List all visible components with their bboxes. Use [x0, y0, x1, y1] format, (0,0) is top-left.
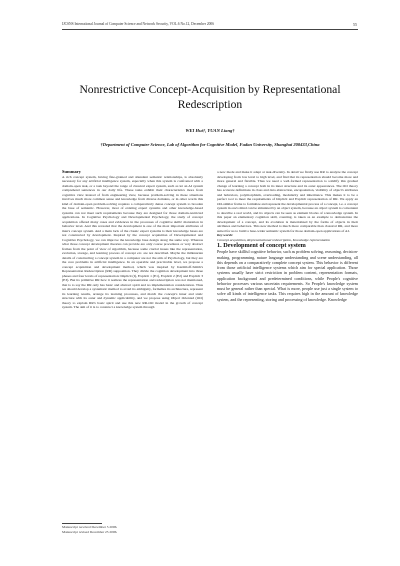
authors: WEI Hui†, YUAN Liang† — [185, 128, 235, 133]
footnote-received: Manuscript received December 5 2006. — [62, 525, 118, 529]
footnote-revised: Manuscript revised December 25 2006. — [62, 530, 118, 534]
affiliation: †Department of Computer Science, Lab of Algorithm for Cognitive Model, Fudan University, Shanghai 200433,China — [100, 142, 320, 147]
summary-text-part2: a new mode and make it adept at task-diversity. In detail we firstly use RR to analyze the concept developing from low level to high level, and find that its representation should become more and more general and flexible. Thus we need a well-formed representation to solidify this gradual change of learning a concept both in its inner structure and its outer appearances. The OO theory has accurate definitions in class and data abstraction, encapsulation, visibility of object's attributes and behaviors, polymorphism, overloading, modularity and inheritance. This makes it to be a perfect tool to meet the requirements of Implicit and Explicit representation of RR. We apply an OO-similar frame to formalize and represent the developmental process of a concept, i.e. a concept system in one's mind can be simulated by an object system, because an object system is convenient to describe a real world, and its objects can be seen as element blocks of a knowledge system. In this paper an elementary cognition skill, counting, is taken as an example to demonstrate the development of a concept, and its evolution is materialized by the forms of objects in their attributes and behaviors. This new method is much more comparable than classical RR, and more suited for us to build a base-wider semantic system for those domain-open applications of AI. — [217, 170, 358, 233]
header-rule — [62, 29, 358, 30]
summary-heading: Summary — [62, 169, 81, 174]
section-heading: 1. Development of concept system — [217, 242, 306, 250]
paper-title: Nonrestrictive Concept-Acquisition by Representational Redescription — [79, 83, 341, 111]
journal-header: IJCSNS International Journal of Computer Science and Network Security, VOL.6 No.12, December 2006 — [62, 22, 215, 26]
section-text: People have skillful cognitive behavior, such as problem solving, reasoning, decision-making, programming, nature language understanding and scene understanding, all this depends on a comparatively complete concept system. This behavior is different from those artificial intelligence systems which aim for special application. Those systems usually have strict restriction in problem content, representation formats, application background and predetermined conditions, while People's cognitive behavior processes various uncertain requirements. So People's knowledge system must be general rather than special. What is more, people use just a single system to solve all kinds of intelligence tasks. This requires high in the amount of knowledge system, and the representing, storing and processing of knowledge. Knowledge — [217, 249, 358, 302]
right-column — [217, 170, 358, 302]
left-column — [62, 170, 203, 310]
footnote-rule — [62, 523, 102, 524]
summary-text-part1: A rich concept system, having fine-grained and abundant semantic relationships, is absolutely necessary for any artificial intelligence system, especially when this system is confronted with a domain-open task, or a task beyond the range of classical expert system, such as let an AI system comprehend sentences in our daily life. These tasks exhibit their characteristics more from cognitive view instead of from engineering view, because problem-solving in these situations involves much more common sense and knowledge from diverse domains, or in other words this kind of domain-open problem-solving requires a comparatively dense concept system to broaden the base of semantic. However, most of existing expert systems and other knowledge-based systems can not meet such requirements because they are designed for those domain-restricted applications. In Cognitive Psychology and Developmental Psychology, the study of concept acquisition offered many cases and evidences in the processes of cognitive skills' maturation in behavior level. And this revealed that the development is one of the most important attributes of man's concept system. And a main lack of the classic expert systems is their knowledge bases are not constructed by development. Inspired by the concept acquisition of Developmental and Cognitive Psychology, we can improve the knowledge base design along the same way. Whereas what those concept development theories can provide are only coarse procedures or very abstract frames from the point of view of algorithm, because some crucial issues like the representation, evolution, storage, and learning process of concept etc. are not described. Maybe the millenarian details of constructing a concept system in a computer are not the aim of Psychology, but they are the core problems in artificial intelligence. In an operable and practicable level, we propose a concept acquisition and development method, which was inspired by Karmiloff-Smith's Representation Redescription (RR) supposition. They divide the cognition development into three phases and four levels of representation: Implicit (I), Explicit 1 (E1), Explicit 2 (E2) and Explicit 3 (E3). But its primitive RR how it realizes the representation and redescription was not mentioned, that is to say the RR only has basic and abstract spirit and no implementation consideration. Thus we should develop a systematic method to avoid its ambiguity, formalize its architecture, represent its learning results, arrange its learning processes, and match the concept's inner and static structure with its outer and dynamic applicability, and we propose using Object Oriented (OO) theory to explain RR's basic spirit and use this new RR-OO model in the growth of concept system. The aim of it is to construct a knowledge system through — [62, 174, 203, 310]
keywords-heading: Key words: — [217, 233, 234, 238]
keywords-text: Concept acquisition, Representational redescription, Knowledge representation — [217, 237, 331, 242]
page-number: 55 — [353, 22, 357, 27]
